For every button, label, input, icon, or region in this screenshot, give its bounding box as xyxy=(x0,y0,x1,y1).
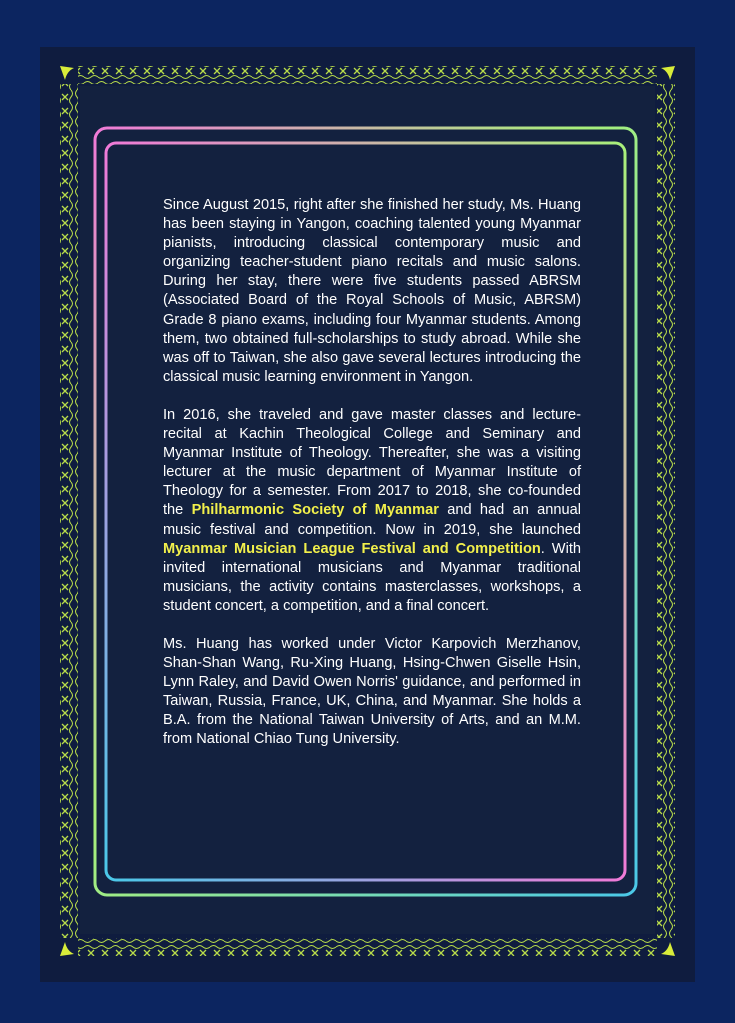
biography-text xyxy=(163,196,581,769)
paragraph-text: . With invited international musicians and Myanmar traditional musicians, the activity contains masterclasses, workshops, a student concert, a competition, and a final concert. xyxy=(163,540,581,614)
highlight-philharmonic-society: Philharmonic Society of Myanmar xyxy=(191,502,439,519)
paragraph-text: and had an annual music festival and competition. Now in 2019, she launched xyxy=(163,502,581,538)
highlight-musician-league: Myanmar Musician League Festival and Competition xyxy=(163,540,541,557)
paragraph-early-years: Since August 2015, right after she finished her study, Ms. Huang has been staying in Yangon, coaching talented young Myanmar pianists, introducing classical contemporary music and organizing teacher-student piano recitals and music salons. During her stay, there were five students passed ABRSM (Associated Board of the Royal Schools of Music, ABRSM) Grade 8 piano exams, including four Myanmar students. Among them, two obtained full-scholarships to study abroad. While she was off to Taiwan, she also gave several lectures introducing the classical music learning environment in Yangon. xyxy=(163,197,581,385)
paragraph-text: In 2016, she traveled and gave master classes and lecture-recital at Kachin Theological College and Seminary and Myanmar Institute of Theology. Thereafter, she was a visiting lecturer at the music department of Myanmar Institute of Theology for a semester. From 2017 to 2018, she co-founded the xyxy=(163,406,581,519)
paragraph-activities xyxy=(163,406,581,616)
paragraph-credentials: Ms. Huang has worked under Victor Karpovich Merzhanov, Shan-Shan Wang, Ru-Xing Huang, Hsing-Chwen Giselle Hsin, Lynn Raley, and David Owen Norris' guidance, and performed in Taiwan, Russia, France, UK, China, and Myanmar. She holds a B.A. from the National Taiwan University of Arts, and an M.M. from National Chiao Tung University. xyxy=(163,635,581,748)
